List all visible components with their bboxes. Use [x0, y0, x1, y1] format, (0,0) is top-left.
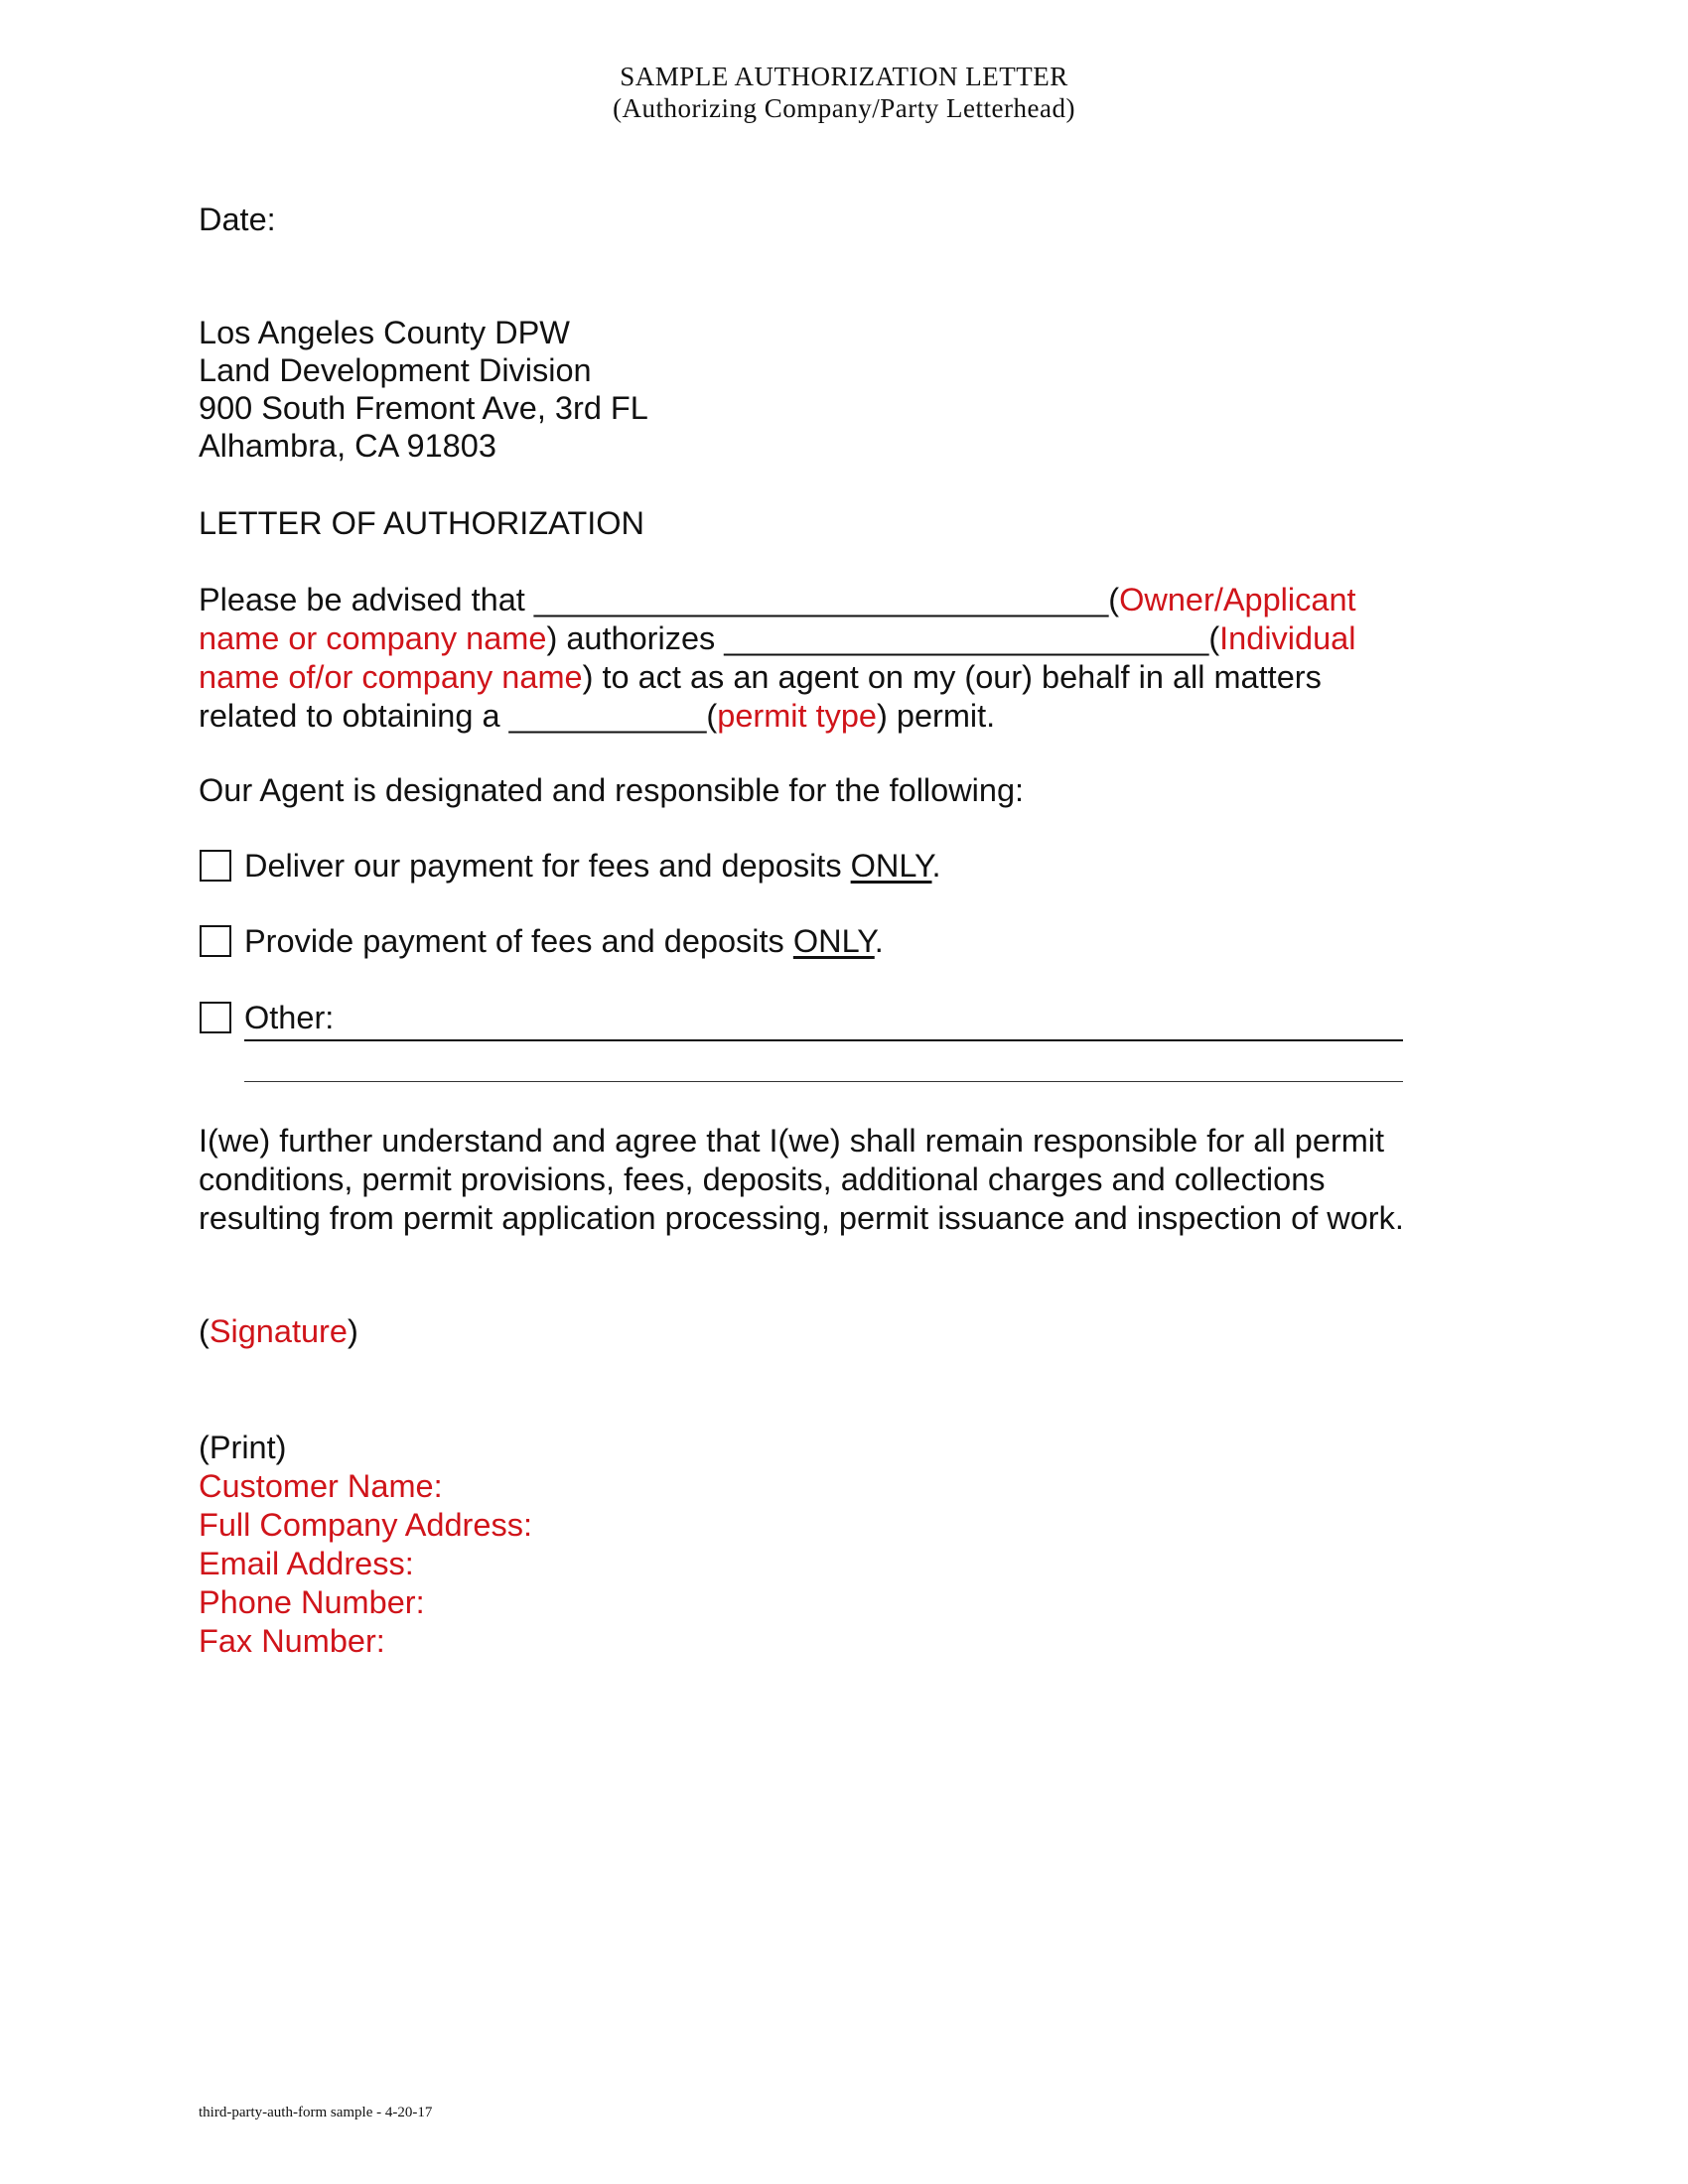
owner-company-name-placeholder: name or company name: [199, 620, 547, 656]
owner-applicant-placeholder: Owner/Applicant: [1119, 582, 1356, 617]
individual-placeholder: Individual: [1219, 620, 1356, 656]
customer-name-field: Customer Name:: [199, 1468, 443, 1504]
option-label: Deliver our payment for fees and deposits: [244, 848, 851, 884]
recipient-line-3: 900 South Fremont Ave, 3rd FL: [199, 390, 648, 426]
advisory-line-1: [199, 581, 1489, 619]
email-address-field: Email Address:: [199, 1546, 414, 1581]
other-input-line-2[interactable]: [244, 1081, 1403, 1082]
provide-payment-option: [244, 922, 884, 961]
advisory-text: related to obtaining a ___________(: [199, 698, 718, 734]
provide-payment-checkbox[interactable]: [200, 925, 231, 957]
agent-intro: Our Agent is designated and responsible for the following:: [199, 772, 1025, 808]
permit-type-placeholder: permit type: [717, 698, 878, 734]
other-option-label: Other:: [244, 1000, 335, 1035]
agreement-line-2: conditions, permit provisions, fees, deposits, additional charges and collections: [199, 1161, 1326, 1197]
fax-number-field: Fax Number:: [199, 1623, 385, 1659]
advisory-text: ) to act as an agent on my (our) behalf in all matters: [582, 659, 1322, 695]
agreement-line-3: resulting from permit application processing, permit issuance and inspection of work.: [199, 1200, 1404, 1236]
letter-header-subtitle: (Authorizing Company/Party Letterhead): [613, 93, 1075, 123]
only-emphasis: ONLY: [850, 848, 932, 884]
print-label: (Print): [199, 1430, 287, 1465]
other-checkbox[interactable]: [200, 1002, 231, 1033]
advisory-text: ) authorizes ___________________________(: [546, 620, 1220, 656]
agreement-line-1: I(we) further understand and agree that I(we) shall remain responsible for all permit: [199, 1123, 1385, 1159]
option-end: .: [874, 923, 884, 959]
letter-title: LETTER OF AUTHORIZATION: [199, 505, 645, 541]
advisory-line-4: [199, 697, 1489, 736]
agreement-paragraph: [199, 1122, 1489, 1238]
signature-paren: (: [199, 1313, 210, 1349]
option-label: Provide payment of fees and deposits: [244, 923, 793, 959]
document-footer: third-party-auth-form sample - 4-20-17: [199, 2105, 433, 2120]
signature-field[interactable]: [199, 1312, 358, 1351]
advisory-text: ) permit.: [877, 698, 996, 734]
recipient-line-2: Land Development Division: [199, 352, 592, 388]
recipient-line-4: Alhambra, CA 91803: [199, 428, 496, 464]
advisory-line-2: [199, 619, 1489, 658]
date-label: Date:: [199, 202, 276, 237]
deliver-payment-option: [244, 847, 941, 886]
option-end: .: [931, 848, 941, 884]
signature-label: Signature: [209, 1313, 348, 1349]
recipient-line-1: Los Angeles County DPW: [199, 315, 570, 350]
deliver-payment-checkbox[interactable]: [200, 850, 231, 882]
only-emphasis: ONLY: [792, 923, 875, 959]
advisory-text: Please be advised that ________________________________(: [199, 582, 1120, 617]
agent-company-name-placeholder: name of/or company name: [199, 659, 583, 695]
company-address-field: Full Company Address:: [199, 1507, 532, 1543]
advisory-paragraph: [199, 581, 1489, 736]
letter-header-title: SAMPLE AUTHORIZATION LETTER: [620, 62, 1068, 91]
phone-number-field: Phone Number:: [199, 1584, 425, 1620]
other-input-line-1[interactable]: [244, 1039, 1403, 1041]
advisory-line-3: [199, 658, 1489, 697]
signature-paren: ): [347, 1313, 358, 1349]
